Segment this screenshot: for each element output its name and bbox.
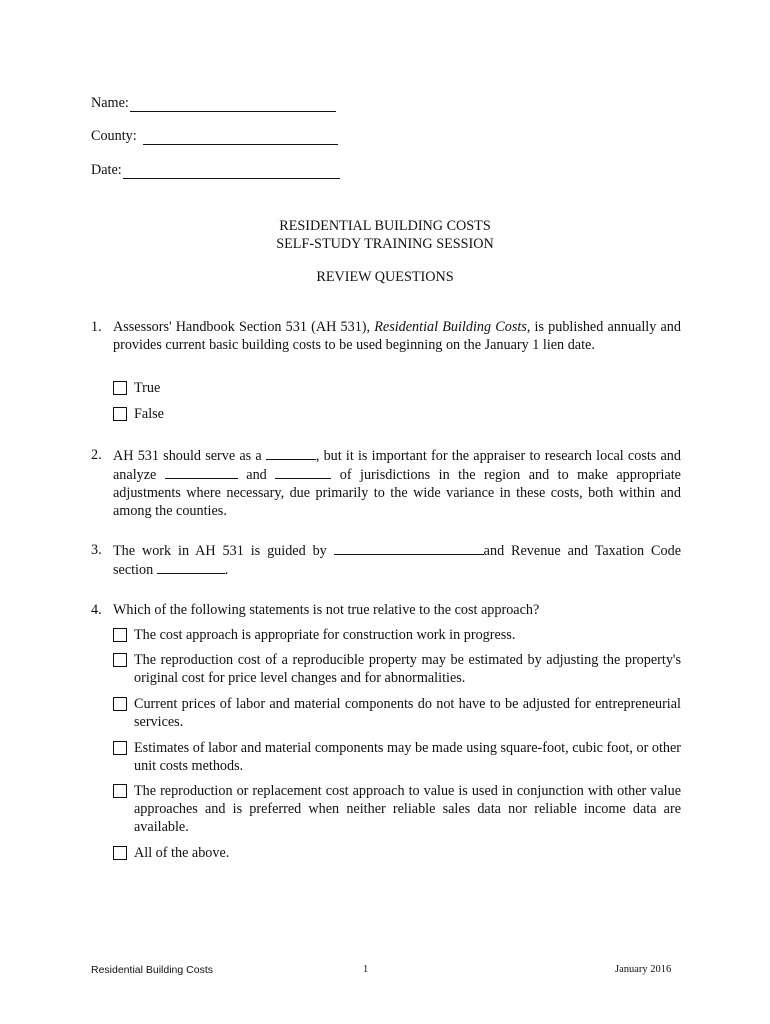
q4-option-2[interactable] [113, 651, 681, 687]
checkbox[interactable] [113, 381, 127, 395]
footer-date: January 2016 [615, 964, 672, 975]
q4-option-6[interactable] [113, 844, 681, 862]
q4-option-2-label: The reproduction cost of a reproducible property may be estimated by adjusting the property's original cost for price level changes and for abnormalities. [134, 652, 681, 686]
question-2-text: AH 531 should serve as a , but it is important for the appraiser to research local costs and analyze and of jurisdictions in the region and to make appropriate adjustments where necessary, due primarily to the wide variance in these costs, both within and among the counties. [113, 448, 681, 519]
question-1-number: 1. [91, 319, 102, 335]
checkbox[interactable] [113, 407, 127, 421]
question-3-number: 3. [91, 542, 102, 558]
q2-blank-3[interactable] [275, 465, 331, 479]
q1-option-false-label: False [134, 406, 164, 422]
q4-option-5[interactable] [113, 782, 681, 836]
county-input-line[interactable] [143, 130, 338, 145]
name-input-line[interactable] [130, 97, 336, 112]
q4-option-4-label: Estimates of labor and material components may be made using square-foot, cubic foot, or other unit costs methods. [134, 740, 681, 774]
q4-option-5-label: The reproduction or replacement cost approach to value is used in conjunction with other value approaches and is preferred when neither reliable sales data nor reliable income data are available. [134, 783, 681, 835]
q1-option-true[interactable] [113, 379, 681, 397]
q2-blank-1[interactable] [266, 446, 316, 460]
checkbox[interactable] [113, 784, 127, 798]
doc-title-line-1: RESIDENTIAL BUILDING COSTS [279, 218, 491, 234]
county-label: County: [91, 128, 137, 144]
question-2-number: 2. [91, 447, 102, 463]
q4-option-1[interactable] [113, 626, 681, 644]
question-3-text: The work in AH 531 is guided by and Revenue and Taxation Code section . [113, 543, 681, 578]
q4-option-3[interactable] [113, 695, 681, 731]
handbook-title: Residential Building Costs [374, 319, 527, 335]
q4-option-4[interactable] [113, 739, 681, 775]
q1-option-true-label: True [134, 380, 161, 396]
date-input-line[interactable] [123, 164, 340, 179]
q2-blank-2[interactable] [165, 465, 238, 479]
doc-title-line-2: SELF-STUDY TRAINING SESSION [276, 236, 494, 252]
checkbox[interactable] [113, 628, 127, 642]
footer-page-number: 1 [363, 964, 369, 975]
question-4-number: 4. [91, 602, 102, 618]
date-label: Date: [91, 162, 122, 178]
question-1-text: Assessors' Handbook Section 531 (AH 531), Residential Building Costs, is published annually and provides current basic building costs to be used beginning on the January 1 lien date. [113, 319, 681, 353]
date-field[interactable] [91, 162, 340, 179]
checkbox[interactable] [113, 697, 127, 711]
question-1 [91, 318, 681, 354]
checkbox[interactable] [113, 846, 127, 860]
county-field[interactable] [91, 128, 338, 145]
name-field[interactable] [91, 95, 336, 112]
question-3 [91, 541, 681, 579]
doc-subtitle: REVIEW QUESTIONS [316, 269, 454, 285]
q3-blank-1[interactable] [334, 541, 484, 555]
q3-blank-2[interactable] [157, 560, 225, 574]
checkbox[interactable] [113, 653, 127, 667]
question-4 [91, 601, 681, 619]
q1-option-false[interactable] [113, 405, 681, 423]
footer-document-title: Residential Building Costs [91, 964, 213, 976]
question-2 [91, 446, 681, 520]
q4-option-3-label: Current prices of labor and material components do not have to be adjusted for entrepreneurial services. [134, 696, 681, 730]
q4-option-1-label: The cost approach is appropriate for construction work in progress. [134, 627, 516, 643]
checkbox[interactable] [113, 741, 127, 755]
name-label: Name: [91, 95, 129, 111]
question-4-text: Which of the following statements is not true relative to the cost approach? [113, 602, 540, 618]
q4-option-6-label: All of the above. [134, 845, 230, 861]
